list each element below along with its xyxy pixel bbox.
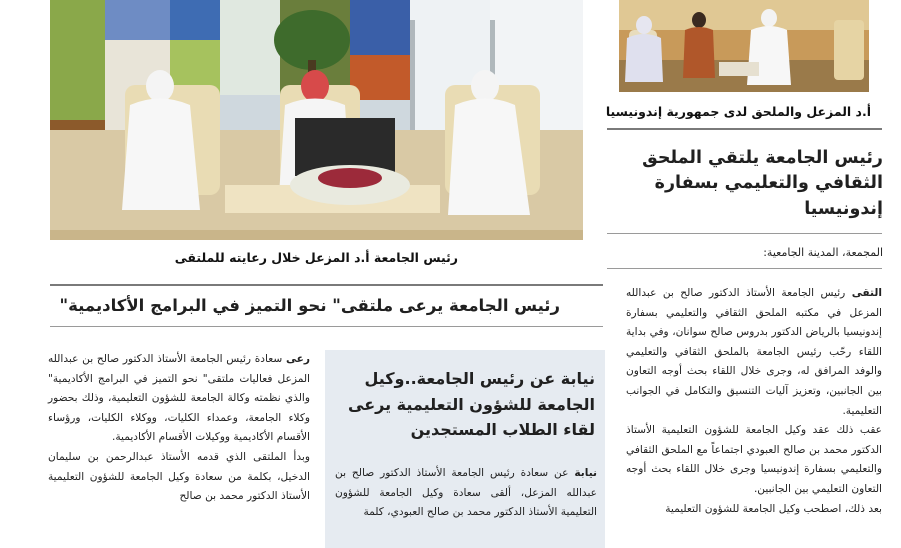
divider-main-headline (50, 326, 603, 327)
divider-main-top (50, 284, 603, 286)
article-right-paragraph-3: بعد ذلك، اصطحب وكيل الجامعة للشؤون التعليمية (665, 502, 882, 515)
small-photo-caption: أ.د المزعل والملحق لدى جمهورية إندونيسيا (605, 104, 871, 119)
article-right-paragraph-2: عقب ذلك عقد وكيل الجامعة للشؤون التعليمية الأستاذ الدكتور محمد بن صالح العبودي اجتماعاً مع الملحق الثقافي والتعليمي بسفارة إندونيسيا وجرى خلال اللقاء بحث أوجه التعاون التعليمي بين الجانبين. (626, 424, 882, 495)
headline-main: رئيس الجامعة يرعى ملتقى" نحو التميز في البرامج الأكاديمية" (59, 296, 560, 315)
divider-right-headline (607, 233, 882, 234)
article-main-paragraph-2: وبدأ الملتقى الذي قدمه الأستاذ عبدالرحمن بن سليمان الدخيل، بكلمة من سعادة وكيل الجامعة للشؤون التعليمية الأستاذ الدكتور محمد بن صالح (48, 450, 310, 503)
article-right-paragraph-1: رئيس الجامعة الأستاذ الدكتور صالح بن عبدالله المزعل في مكتبه الملحق الثقافي والتعليمي بسفارة إندونيسيا بالرياض الدكتور بدروس صالح سوانان، وفي بداية اللقاء رحّب رئيس الجامعة بالملحق الثقافي والتعليمي والوفد المرافق له، وجرى خلال اللقاء بحث أوجه التعاون بين الجانبين، وتعزيز آليات التنسيق والتكامل في الجوانب التعليمية. (626, 287, 882, 417)
lead-word-right: التقى (851, 287, 882, 299)
headline-box: نيابة عن رئيس الجامعة..وكيل الجامعة للشؤون التعليمية يرعى لقاء الطلاب المستجدين (348, 369, 595, 440)
divider-top-right (607, 128, 882, 130)
meeting-photo-main (50, 0, 583, 240)
lead-word-main: رعى (285, 353, 311, 365)
dateline: المجمعة، المدينة الجامعية: (763, 246, 883, 259)
headline-right: رئيس الجامعة يلتقي الملحق الثقافي والتعليمي بسفارة إندونيسيا (642, 148, 883, 219)
lead-word-box: نيابة (574, 467, 597, 479)
meeting-photo-small (619, 0, 869, 92)
boxed-article (325, 350, 605, 548)
article-main-body (48, 350, 310, 507)
main-photo-caption: رئيس الجامعة أ.د المزعل خلال رعايته للملتقى (174, 250, 458, 265)
small-photo-illustration (619, 0, 869, 92)
article-box-body (335, 464, 597, 523)
divider-right-dateline (607, 268, 882, 269)
article-box-paragraph-1: عن سعادة رئيس الجامعة الأستاذ الدكتور صالح بن عبدالله المزعل، ألقى سعادة وكيل الجامعة للشؤون التعليمية الأستاذ الدكتور محمد بن صالح العبودي، كلمة (335, 467, 597, 519)
article-right-body (626, 284, 882, 519)
article-main-paragraph-1: سعادة رئيس الجامعة الأستاذ الدكتور صالح بن عبدالله المزعل فعاليات ملتقى" نحو التميز في البرامج الأكاديمية" والذي نظمته وكالة الجامعة للشؤون التعليمية، وذلك بحضور وكلاء الجامعة، وعمداء الكليات، ووكلاء الكليات، ورؤساء الأقسام الأكاديمية ووكيلات الأقسام الأكاديمية. (48, 353, 310, 444)
meeting-photo-illustration (50, 0, 583, 240)
